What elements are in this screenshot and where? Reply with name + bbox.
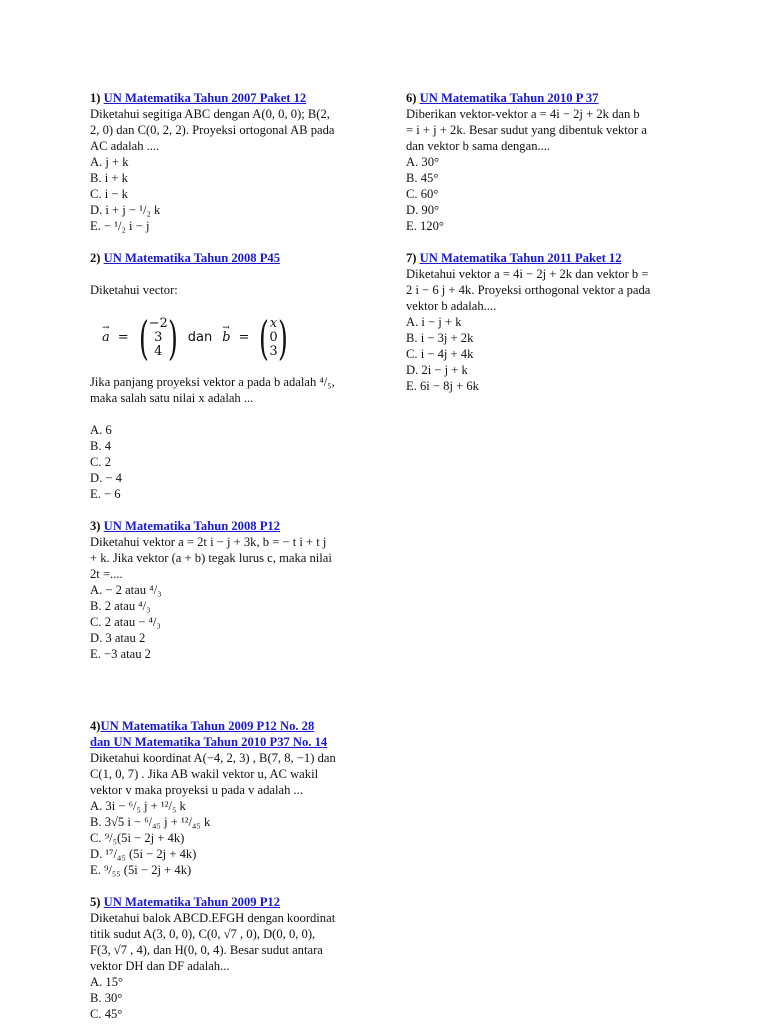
question-number: 2): [90, 251, 101, 265]
answer-option: C. 2: [90, 455, 111, 469]
question-text: Diketahui segitiga ABC dengan A(0, 0, 0); B(2,: [90, 107, 330, 121]
question-text: C(1, 0, 7) . Jika AB wakil vektor u, AC wakil: [90, 767, 319, 781]
answer-option: B. 2 atau ⁴/₃: [90, 599, 151, 613]
question-text: 2, 0) dan C(0, 2, 2). Proyeksi ortogonal AB pada: [90, 123, 335, 137]
answer-option: E. − ¹/₂ i − j: [90, 219, 150, 233]
question-title: [90, 894, 372, 910]
question-2: [90, 250, 372, 502]
question-number: 6): [406, 91, 417, 105]
question-number: 3): [90, 519, 101, 533]
question-title: [90, 718, 372, 734]
question-text: dan vektor b sama dengan....: [406, 139, 551, 153]
answer-option: A. j + k: [90, 155, 129, 169]
answer-option: C. 60°: [406, 187, 439, 201]
equals-sign: =: [238, 330, 250, 345]
question-text: 2 i − 6 j + 4k. Proyeksi orthogonal vektor a pada: [406, 283, 651, 297]
question-3: [90, 518, 372, 662]
question-title-link[interactable]: UN Matematika Tahun 2011 Paket 12: [419, 251, 622, 265]
question-7: [406, 250, 688, 394]
answer-option: B. i − 3j + 2k: [406, 331, 474, 345]
vector-b-label: → b: [222, 330, 230, 346]
answer-option: C. i − 4j + 4k: [406, 347, 474, 361]
question-text: Diketahui koordinat A(−4, 2, 3) , B(7, 8, −1) dan: [90, 751, 336, 765]
right-paren: ): [277, 311, 288, 365]
question-text: + k. Jika vektor (a + b) tegak lurus c, maka nilai: [90, 551, 332, 565]
question-text: AC adalah ....: [90, 139, 160, 153]
question-number: 5): [90, 895, 101, 909]
question-text: F(3, √7 , 4), dan H(0, 0, 4). Besar sudut antara: [90, 943, 323, 957]
question-4: [90, 718, 372, 878]
question-text: Jika panjang proyeksi vektor a pada b adalah ⁴/₅,: [90, 375, 335, 389]
question-intro: Diketahui vector:: [90, 283, 178, 297]
vector-a-components: [149, 317, 168, 359]
left-paren: (: [259, 311, 270, 365]
question-text: Diketahui vektor a = 4i − 2j + 2k dan vektor b =: [406, 267, 649, 281]
question-title-link[interactable]: UN Matematika Tahun 2010 P 37: [419, 91, 599, 105]
conjunction-text: dan: [187, 330, 213, 345]
question-5: [90, 894, 372, 1022]
vector-equation: [102, 310, 372, 366]
vector-b-components: [269, 317, 277, 359]
answer-option: D. 3 atau 2: [90, 631, 146, 645]
question-number: 7): [406, 251, 417, 265]
question-title: [90, 518, 372, 534]
question-text: vektor v maka proyeksi u pada v adalah ...: [90, 783, 303, 797]
question-title: [406, 250, 688, 266]
question-title-link[interactable]: UN Matematika Tahun 2007 Paket 12: [103, 91, 307, 105]
answer-option: D. i + j − ¹/₂ k: [90, 203, 161, 217]
answer-option: D. − 4: [90, 471, 122, 485]
answer-option: E. 120°: [406, 219, 444, 233]
answer-option: A. 15°: [90, 975, 124, 989]
question-6: [406, 90, 688, 234]
answer-option: C. 45°: [90, 1007, 123, 1021]
question-text: Diketahui vektor a = 2t i − j + 3k, b = − t i + t j: [90, 535, 327, 549]
question-text: 2t =....: [90, 567, 123, 581]
question-title-link[interactable]: UN Matematika Tahun 2009 P12: [103, 895, 280, 909]
question-title: [406, 90, 688, 106]
question-text: maka salah satu nilai x adalah ...: [90, 391, 254, 405]
question-text: Diketahui balok ABCD.EFGH dengan koordinat: [90, 911, 336, 925]
vector-component: 4: [154, 344, 163, 359]
vector-component: 3: [269, 344, 278, 359]
vector-component: 3: [154, 330, 163, 345]
answer-option: C. 2 atau − ⁴/₃: [90, 615, 161, 629]
question-text: = i + j + 2k. Besar sudut yang dibentuk vektor a: [406, 123, 647, 137]
answer-option: E. − 6: [90, 487, 121, 501]
question-text: vektor DH dan DF adalah...: [90, 959, 230, 973]
question-title-link[interactable]: UN Matematika Tahun 2008 P12: [103, 519, 280, 533]
question-title: [90, 90, 372, 106]
question-text: titik sudut A(3, 0, 0), C(0, √7 , 0), D(0, 0, 0),: [90, 927, 316, 941]
right-column: [406, 90, 688, 394]
answer-option: B. i + k: [90, 171, 128, 185]
right-paren: ): [167, 311, 178, 365]
vector-component: x: [269, 316, 278, 331]
answer-option: B. 45°: [406, 171, 439, 185]
question-text: Diberikan vektor-vektor a = 4i − 2j + 2k dan b: [406, 107, 640, 121]
answer-option: D. 2i − j + k: [406, 363, 468, 377]
question-number: 1): [90, 91, 101, 105]
question-title-link[interactable]: UN Matematika Tahun 2008 P45: [103, 251, 280, 265]
vector-component: 0: [269, 330, 278, 345]
left-column: [90, 90, 372, 1022]
question-title-link[interactable]: dan UN Matematika Tahun 2010 P37 No. 14: [90, 735, 328, 749]
answer-option: C. ⁹/₅(5i − 2j + 4k): [90, 831, 185, 845]
answer-option: A. i − j + k: [406, 315, 462, 329]
answer-option: E. −3 atau 2: [90, 647, 151, 661]
answer-option: D. 90°: [406, 203, 440, 217]
vector-a-label: → a: [102, 330, 110, 346]
vector-component: −2: [148, 316, 168, 331]
answer-option: A. 6: [90, 423, 112, 437]
answer-option: A. 3i − ⁶/₅ j + ¹²/₅ k: [90, 799, 186, 813]
answer-option: A. − 2 atau ⁴/₃: [90, 583, 162, 597]
answer-option: B. 3√5 i − ⁶/₄₅ j + ¹²/₄₅ k: [90, 815, 211, 829]
answer-option: E. ⁹/₅₅ (5i − 2j + 4k): [90, 863, 192, 877]
answer-option: D. ¹⁷/₄₅ (5i − 2j + 4k): [90, 847, 197, 861]
answer-option: B. 4: [90, 439, 111, 453]
question-title: [90, 250, 372, 266]
answer-option: E. 6i − 8j + 6k: [406, 379, 479, 393]
question-1: [90, 90, 372, 234]
question-title-link[interactable]: UN Matematika Tahun 2009 P12 No. 28: [100, 719, 315, 733]
equals-sign: =: [117, 330, 129, 345]
question-title: [90, 734, 372, 750]
answer-option: B. 30°: [90, 991, 123, 1005]
left-paren: (: [138, 311, 149, 365]
question-number: 4): [90, 719, 101, 733]
answer-option: A. 30°: [406, 155, 440, 169]
question-text: vektor b adalah....: [406, 299, 497, 313]
answer-option: C. i − k: [90, 187, 128, 201]
